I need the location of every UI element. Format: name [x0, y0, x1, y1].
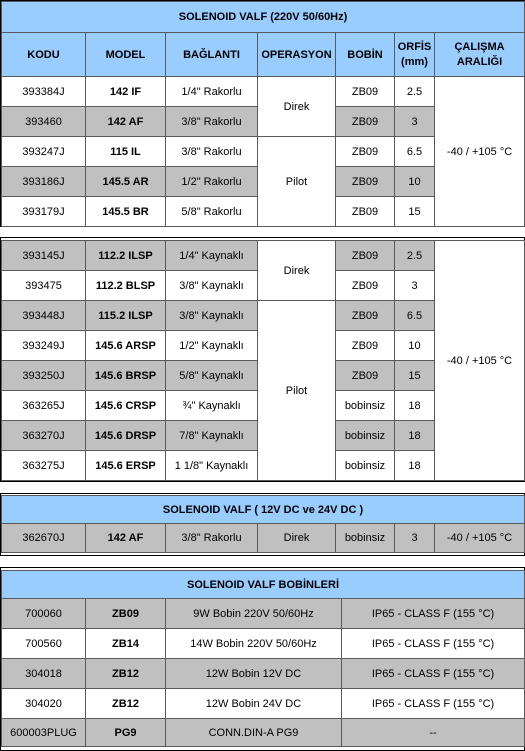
- table-row: [2, 77, 525, 107]
- cell-model: 145.5 AR: [86, 167, 166, 197]
- cell-orfis: 3: [395, 107, 435, 137]
- cell-bobin: ZB09: [336, 331, 395, 361]
- cell-bobin: ZB09: [336, 167, 395, 197]
- cell-kodu: 600003PLUG: [2, 719, 86, 747]
- col-header-operasyon: OPERASYON: [258, 33, 336, 77]
- cell-baglanti: 3/8" Kaynaklı: [166, 301, 258, 331]
- cell-baglanti: 3/8" Rakorlu: [166, 107, 258, 137]
- cell-kodu: 393247J: [2, 137, 86, 167]
- cell-orfis: 2.5: [395, 241, 435, 271]
- cell-model: ZB12: [86, 659, 166, 689]
- solenoid-valf-kaynakli-table: [1, 240, 525, 481]
- cell-model: 112.2 BLSP: [86, 271, 166, 301]
- cell-kodu: 363270J: [2, 421, 86, 451]
- cell-baglanti: 3/8" Rakorlu: [166, 524, 258, 553]
- cell-bobin: ZB09: [336, 301, 395, 331]
- cell-orfis: 3: [395, 524, 435, 553]
- cell-orfis: 6.5: [395, 301, 435, 331]
- cell-orfis: 3: [395, 271, 435, 301]
- cell-kodu: 393186J: [2, 167, 86, 197]
- cell-model: 142 AF: [86, 107, 166, 137]
- cell-bobin: ZB09: [336, 107, 395, 137]
- cell-spec: --: [342, 719, 525, 747]
- cell-kodu: 304018: [2, 659, 86, 689]
- col-header-calisma-araligi: ÇALIŞMA ARALIĞI: [435, 33, 525, 77]
- cell-orfis: 6.5: [395, 137, 435, 167]
- cell-bobin: bobinsiz: [336, 451, 395, 481]
- table-row: [2, 689, 525, 719]
- col-header-model: MODEL: [86, 33, 166, 77]
- table-title: SOLENOID VALF ( 12V DC ve 24V DC ): [2, 496, 525, 524]
- table-row: [2, 659, 525, 689]
- table-row: [2, 241, 525, 271]
- cell-bobin: ZB09: [336, 361, 395, 391]
- cell-calisma-araligi: -40 / +105 °C: [435, 241, 525, 481]
- cell-orfis: 18: [395, 451, 435, 481]
- cell-orfis: 2.5: [395, 77, 435, 107]
- cell-model: ZB09: [86, 599, 166, 629]
- cell-desc: 12W Bobin 12V DC: [166, 659, 342, 689]
- cell-model: 145.6 CRSP: [86, 391, 166, 421]
- cell-orfis: 10: [395, 167, 435, 197]
- cell-desc: CONN.DIN-A PG9: [166, 719, 342, 747]
- cell-operasyon-direk: Direk: [258, 241, 336, 301]
- table-row: [2, 719, 525, 747]
- cell-bobin: ZB09: [336, 77, 395, 107]
- cell-baglanti: 3/8" Rakorlu: [166, 137, 258, 167]
- col-header-bobin: BOBİN: [336, 33, 395, 77]
- solenoid-valf-bobinleri-table: [1, 570, 525, 747]
- cell-kodu: 363275J: [2, 451, 86, 481]
- cell-kodu: 362670J: [2, 524, 86, 553]
- solenoid-valf-dc-table: [1, 495, 525, 553]
- cell-kodu: 393460: [2, 107, 86, 137]
- cell-kodu: 393384J: [2, 77, 86, 107]
- cell-spec: IP65 - CLASS F (155 °C): [342, 689, 525, 719]
- cell-baglanti: 3/8" Kaynaklı: [166, 271, 258, 301]
- cell-model: 115.2 ILSP: [86, 301, 166, 331]
- cell-orfis: 10: [395, 331, 435, 361]
- cell-operasyon-pilot: Pilot: [258, 137, 336, 227]
- cell-baglanti: ¾" Kaynaklı: [166, 391, 258, 421]
- cell-operasyon-direk: Direk: [258, 77, 336, 137]
- cell-model: 145.6 DRSP: [86, 421, 166, 451]
- cell-kodu: 393179J: [2, 197, 86, 227]
- cell-baglanti: 1/2" Kaynaklı: [166, 331, 258, 361]
- cell-kodu: 393249J: [2, 331, 86, 361]
- cell-model: 115 IL: [86, 137, 166, 167]
- cell-desc: 9W Bobin 220V 50/60Hz: [166, 599, 342, 629]
- cell-model: 145.6 ARSP: [86, 331, 166, 361]
- cell-model: 145.5 BR: [86, 197, 166, 227]
- cell-bobin: bobinsiz: [336, 391, 395, 421]
- cell-kodu: 700560: [2, 629, 86, 659]
- table-row: [2, 629, 525, 659]
- cell-kodu: 393145J: [2, 241, 86, 271]
- cell-operasyon: Direk: [258, 524, 336, 553]
- cell-bobin: ZB09: [336, 197, 395, 227]
- cell-spec: IP65 - CLASS F (155 °C): [342, 629, 525, 659]
- cell-bobin: bobinsiz: [336, 421, 395, 451]
- cell-bobin: ZB09: [336, 271, 395, 301]
- cell-orfis: 15: [395, 197, 435, 227]
- cell-orfis: 18: [395, 421, 435, 451]
- cell-kodu: 393250J: [2, 361, 86, 391]
- cell-model: 145.6 ERSP: [86, 451, 166, 481]
- cell-desc: 14W Bobin 220V 50/60Hz: [166, 629, 342, 659]
- cell-calisma-araligi: -40 / +105 °C: [435, 77, 525, 227]
- table-row: [2, 599, 525, 629]
- cell-model: ZB14: [86, 629, 166, 659]
- cell-bobin: ZB09: [336, 137, 395, 167]
- cell-baglanti: 1/2" Rakorlu: [166, 167, 258, 197]
- cell-model: 142 AF: [86, 524, 166, 553]
- cell-model: ZB12: [86, 689, 166, 719]
- cell-model: 142 IF: [86, 77, 166, 107]
- cell-model: PG9: [86, 719, 166, 747]
- cell-spec: IP65 - CLASS F (155 °C): [342, 599, 525, 629]
- cell-kodu: 700060: [2, 599, 86, 629]
- cell-bobin: ZB09: [336, 241, 395, 271]
- cell-baglanti: 1 1/8" Kaynaklı: [166, 451, 258, 481]
- cell-baglanti: 5/8" Kaynaklı: [166, 361, 258, 391]
- cell-baglanti: 1/4" Rakorlu: [166, 77, 258, 107]
- col-header-orfis: ORFİS (mm): [395, 33, 435, 77]
- table-row: [2, 524, 525, 553]
- cell-kodu: 393448J: [2, 301, 86, 331]
- cell-kodu: 363265J: [2, 391, 86, 421]
- cell-spec: IP65 - CLASS F (155 °C): [342, 659, 525, 689]
- cell-model: 145.6 BRSP: [86, 361, 166, 391]
- cell-kodu: 304020: [2, 689, 86, 719]
- cell-baglanti: 5/8" Rakorlu: [166, 197, 258, 227]
- solenoid-valf-220v-table: [1, 1, 525, 227]
- col-header-kodu: KODU: [2, 33, 86, 77]
- cell-operasyon-pilot: Pilot: [258, 301, 336, 481]
- cell-desc: 12W Bobin 24V DC: [166, 689, 342, 719]
- cell-baglanti: 1/4" Kaynaklı: [166, 241, 258, 271]
- cell-orfis: 15: [395, 361, 435, 391]
- table-title: SOLENOID VALF (220V 50/60Hz): [2, 2, 525, 33]
- cell-baglanti: 7/8" Kaynaklı: [166, 421, 258, 451]
- cell-kodu: 393475: [2, 271, 86, 301]
- cell-calisma-araligi: -40 / +105 °C: [435, 524, 525, 553]
- col-header-baglanti: BAĞLANTI: [166, 33, 258, 77]
- cell-model: 112.2 ILSP: [86, 241, 166, 271]
- table-title: SOLENOID VALF BOBİNLERİ: [2, 571, 525, 599]
- cell-bobin: bobinsiz: [336, 524, 395, 553]
- cell-orfis: 18: [395, 391, 435, 421]
